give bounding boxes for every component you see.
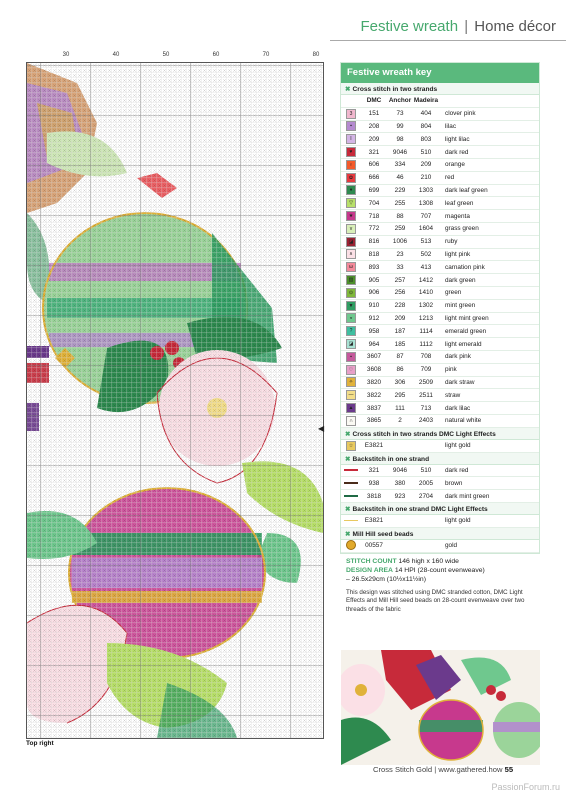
cell-anchor: 306 — [387, 376, 413, 389]
symbol-swatch: ✧ — [346, 377, 356, 387]
symbol-swatch: ◪ — [346, 339, 356, 349]
center-arrow-icon: ◀ — [318, 424, 325, 433]
cell-dmc: 964 — [361, 338, 387, 351]
table-row — [341, 274, 539, 287]
footer-separator: | — [434, 765, 437, 774]
cell-madeira: 1410 — [413, 286, 439, 299]
cell-anchor: 187 — [387, 325, 413, 338]
table-row — [341, 312, 539, 325]
cell-anchor: 257 — [387, 274, 413, 287]
cell-anchor: 87 — [387, 350, 413, 363]
cell-name: light gold — [439, 440, 539, 452]
cell-name: red — [439, 171, 539, 184]
cell-name: lilac — [439, 120, 539, 133]
cell-name: brown — [439, 477, 539, 490]
cross-icon: ✖ — [345, 455, 351, 463]
table-row — [341, 248, 539, 261]
cell-dmc: 818 — [361, 248, 387, 261]
cell-name: magenta — [439, 210, 539, 223]
symbol-swatch: ▲ — [346, 403, 356, 413]
cell-madeira: 707 — [413, 210, 439, 223]
chart-column-numbers — [26, 52, 322, 62]
cell-madeira: 1308 — [413, 197, 439, 210]
cell-madeira: 2704 — [413, 490, 439, 503]
cell-madeira: 413 — [413, 261, 439, 274]
cell-dmc: 3837 — [361, 402, 387, 415]
table-row — [341, 389, 539, 402]
cell-dmc: 912 — [361, 312, 387, 325]
key-section-heading: ✖ Backstitch in one strand — [341, 453, 539, 465]
cell-name: mint green — [439, 299, 539, 312]
cell-anchor: 46 — [387, 171, 413, 184]
cell-dmc: 666 — [361, 171, 387, 184]
table-row — [341, 414, 539, 427]
cell-anchor: 209 — [387, 312, 413, 325]
cell-madeira: 804 — [413, 120, 439, 133]
cell-name: dark red — [439, 465, 539, 477]
cell-name: gold — [439, 540, 539, 553]
cell-dmc: 3818 — [361, 490, 387, 503]
design-size: – 26.5x29cm (10½x11½in) — [346, 576, 426, 583]
cell-dmc: 209 — [361, 133, 387, 146]
cell-dmc: 958 — [361, 325, 387, 338]
cell-name: ruby — [439, 235, 539, 248]
column-number: 40 — [112, 52, 120, 58]
category-title: Home décor — [474, 18, 556, 35]
symbol-swatch: ω — [346, 262, 356, 272]
cell-anchor: 228 — [387, 299, 413, 312]
cell-dmc: 718 — [361, 210, 387, 223]
cell-dmc: 321 — [361, 465, 387, 477]
cell-code: E3821 — [361, 515, 387, 527]
chart-corner-label: Top right — [26, 740, 54, 747]
symbol-swatch: v — [346, 224, 356, 234]
cell-name: pink — [439, 363, 539, 376]
cell-madeira: 2509 — [413, 376, 439, 389]
cell-dmc: 704 — [361, 197, 387, 210]
table-row — [341, 197, 539, 210]
cell-name: light emerald — [439, 338, 539, 351]
table-row — [341, 363, 539, 376]
backstitch-table — [341, 465, 539, 503]
key-section-heading: ✖ Mill Hill seed beads — [341, 528, 539, 540]
cell-name: grass green — [439, 222, 539, 235]
cell-madeira: 2511 — [413, 389, 439, 402]
cell-dmc: 905 — [361, 274, 387, 287]
cell-name: dark red — [439, 146, 539, 159]
table-row — [341, 146, 539, 159]
table-row — [341, 325, 539, 338]
table-row — [341, 376, 539, 389]
cell-madeira: 803 — [413, 133, 439, 146]
footer-url: www.gathered.how — [438, 765, 503, 774]
cell-anchor: 256 — [387, 286, 413, 299]
symbol-swatch: ✿ — [346, 173, 356, 183]
symbol-swatch: ◒ — [346, 313, 356, 323]
cell-madeira: 708 — [413, 350, 439, 363]
cell-anchor: 9046 — [387, 465, 413, 477]
key-title: Festive wreath key — [341, 63, 539, 83]
light-effects-table — [341, 440, 539, 453]
symbol-swatch: ☆ — [346, 441, 356, 451]
cell-dmc: 938 — [361, 477, 387, 490]
backstitch-line — [344, 469, 358, 471]
cell-anchor: 255 — [387, 197, 413, 210]
symbol-swatch: ∩ — [346, 416, 356, 426]
cell-dmc: 893 — [361, 261, 387, 274]
column-number: 50 — [162, 52, 170, 58]
cell-dmc: 3865 — [361, 414, 387, 427]
cell-madeira: 1114 — [413, 325, 439, 338]
cell-anchor: 73 — [387, 107, 413, 120]
cell-dmc: 3820 — [361, 376, 387, 389]
table-row — [341, 158, 539, 171]
cell-dmc: 606 — [361, 158, 387, 171]
cell-anchor: 923 — [387, 490, 413, 503]
key-section-heading: ✖ Backstitch in one strand DMC Light Effects — [341, 503, 539, 515]
cell-anchor: 86 — [387, 363, 413, 376]
cell-anchor: 23 — [387, 248, 413, 261]
column-number: 80 — [312, 52, 320, 58]
cell-name: dark lilac — [439, 402, 539, 415]
backstitch-line — [344, 520, 358, 522]
cell-anchor: 334 — [387, 158, 413, 171]
table-row — [341, 540, 539, 553]
cell-madeira: 1213 — [413, 312, 439, 325]
cell-madeira: 1302 — [413, 299, 439, 312]
cell-name: dark green — [439, 274, 539, 287]
cell-anchor: 9046 — [387, 146, 413, 159]
column-number: 70 — [262, 52, 270, 58]
stitch-count: STITCH COUNT 146 high x 160 wide — [346, 558, 459, 565]
table-row — [341, 350, 539, 363]
table-row — [341, 286, 539, 299]
cell-anchor: 380 — [387, 477, 413, 490]
table-row — [341, 402, 539, 415]
cell-name: straw — [439, 389, 539, 402]
page-number: 55 — [504, 765, 514, 774]
watermark: PassionForum.ru — [491, 782, 560, 792]
cell-dmc: 816 — [361, 235, 387, 248]
cross-stitch-chart — [26, 62, 324, 739]
cell-anchor: 99 — [387, 120, 413, 133]
table-row — [341, 235, 539, 248]
cell-name: natural white — [439, 414, 539, 427]
cell-madeira: 2403 — [413, 414, 439, 427]
cross-icon: ✖ — [345, 430, 351, 438]
header-anchor: Anchor — [387, 95, 413, 107]
cell-madeira: 209 — [413, 158, 439, 171]
cell-anchor: 88 — [387, 210, 413, 223]
cell-anchor: 295 — [387, 389, 413, 402]
backstitch-line — [344, 495, 358, 497]
cell-anchor: 111 — [387, 402, 413, 415]
table-row — [341, 133, 539, 146]
table-row — [341, 210, 539, 223]
cell-anchor: 185 — [387, 338, 413, 351]
cross-icon: ✖ — [345, 505, 351, 513]
cell-dmc: 906 — [361, 286, 387, 299]
cell-madeira: 502 — [413, 248, 439, 261]
table-row — [341, 222, 539, 235]
cell-dmc: 3608 — [361, 363, 387, 376]
symbol-swatch: I — [346, 134, 356, 144]
cross-icon: ✖ — [345, 530, 351, 538]
section-title: Festive wreath — [360, 18, 459, 35]
cell-dmc: 208 — [361, 120, 387, 133]
cell-code: E3821 — [361, 440, 387, 452]
symbol-swatch: ▥ — [346, 275, 356, 285]
cell-anchor: 229 — [387, 184, 413, 197]
cell-madeira: 1303 — [413, 184, 439, 197]
cell-anchor: 1006 — [387, 235, 413, 248]
cell-madeira: 510 — [413, 465, 439, 477]
cell-dmc: 772 — [361, 222, 387, 235]
cell-name: carnation pink — [439, 261, 539, 274]
cell-madeira: 709 — [413, 363, 439, 376]
cell-dmc: 151 — [361, 107, 387, 120]
page-footer — [373, 765, 513, 774]
header-madeira: Madeira — [413, 95, 439, 107]
symbol-swatch: ★ — [346, 211, 356, 221]
symbol-swatch: ▽ — [346, 198, 356, 208]
cell-name: orange — [439, 158, 539, 171]
table-row — [341, 465, 539, 477]
cell-madeira: 513 — [413, 235, 439, 248]
cross-icon: ✖ — [345, 86, 351, 93]
cell-name: dark straw — [439, 376, 539, 389]
cross-stitch-table — [341, 95, 539, 428]
cell-code: 00557 — [361, 540, 387, 553]
cell-dmc: 321 — [361, 146, 387, 159]
key-section-heading: ✖ Cross stitch in two strands DMC Light Effects — [341, 428, 539, 440]
thread-key — [340, 62, 540, 554]
table-row — [341, 490, 539, 503]
table-row — [341, 477, 539, 490]
table-row — [341, 338, 539, 351]
cell-name: emerald green — [439, 325, 539, 338]
cell-name: light mint green — [439, 312, 539, 325]
symbol-swatch: ♀ — [346, 160, 356, 170]
cell-dmc: 910 — [361, 299, 387, 312]
symbol-swatch: ▼ — [346, 301, 356, 311]
symbol-swatch: 3 — [346, 109, 356, 119]
bead-icon — [346, 540, 356, 550]
cell-madeira: 510 — [413, 146, 439, 159]
stitched-photo — [341, 650, 540, 765]
symbol-swatch: ◪ — [346, 237, 356, 247]
header-blank — [341, 95, 361, 107]
design-notes — [346, 557, 542, 614]
cell-name: leaf green — [439, 197, 539, 210]
cell-madeira: 210 — [413, 171, 439, 184]
cell-anchor: 33 — [387, 261, 413, 274]
magazine-name: Cross Stitch Gold — [373, 765, 433, 774]
symbol-swatch: ♥ — [346, 147, 356, 157]
description: This design was stitched using DMC stranded cotton, DMC Light Effects and Mill Hill seed beads on 28-count evenweave over two threads of the fabric — [346, 589, 525, 613]
table-row — [341, 261, 539, 274]
cell-dmc: 3607 — [361, 350, 387, 363]
cell-name: dark leaf green — [439, 184, 539, 197]
column-number: 30 — [62, 52, 70, 58]
symbol-swatch: ∧ — [346, 249, 356, 259]
symbol-swatch: ▪ — [346, 121, 356, 131]
key-section-heading: ✖ Cross stitch in two strands — [341, 83, 539, 95]
cell-dmc: 3822 — [361, 389, 387, 402]
table-row — [341, 440, 539, 452]
header-dmc: DMC — [361, 95, 387, 107]
table-row — [341, 515, 539, 527]
symbol-swatch: ? — [346, 326, 356, 336]
symbol-swatch: ▪ — [346, 352, 356, 362]
cell-madeira: 2005 — [413, 477, 439, 490]
symbol-swatch: ♡ — [346, 365, 356, 375]
header-rule — [330, 40, 566, 41]
cell-madeira: 404 — [413, 107, 439, 120]
table-row — [341, 299, 539, 312]
cell-madeira: 1412 — [413, 274, 439, 287]
cell-madeira: 1112 — [413, 338, 439, 351]
cell-anchor: 259 — [387, 222, 413, 235]
cell-name: light lilac — [439, 133, 539, 146]
symbol-swatch: ⊙ — [346, 288, 356, 298]
table-row — [341, 184, 539, 197]
backstitch-line — [344, 482, 358, 484]
backstitch-le-table — [341, 515, 539, 528]
beads-table — [341, 540, 539, 553]
chart-artwork — [27, 63, 323, 738]
symbol-swatch: ♦ — [346, 185, 356, 195]
cell-name: green — [439, 286, 539, 299]
header-name — [439, 95, 539, 107]
cell-anchor: 2 — [387, 414, 413, 427]
table-row — [341, 171, 539, 184]
cell-name: dark mint green — [439, 490, 539, 503]
cell-anchor: 98 — [387, 133, 413, 146]
cell-name: clover pink — [439, 107, 539, 120]
header-separator: | — [464, 18, 469, 35]
column-number: 60 — [212, 52, 220, 58]
cell-name: light pink — [439, 248, 539, 261]
symbol-swatch: — — [346, 390, 356, 400]
cell-madeira: 1604 — [413, 222, 439, 235]
cell-dmc: 699 — [361, 184, 387, 197]
cell-name: light gold — [439, 515, 539, 527]
cell-name: dark pink — [439, 350, 539, 363]
design-area: DESIGN AREA 14 HPI (28-count evenweave) — [346, 567, 485, 574]
page-header — [361, 18, 557, 35]
table-row — [341, 120, 539, 133]
table-row — [341, 107, 539, 120]
cell-madeira: 713 — [413, 402, 439, 415]
